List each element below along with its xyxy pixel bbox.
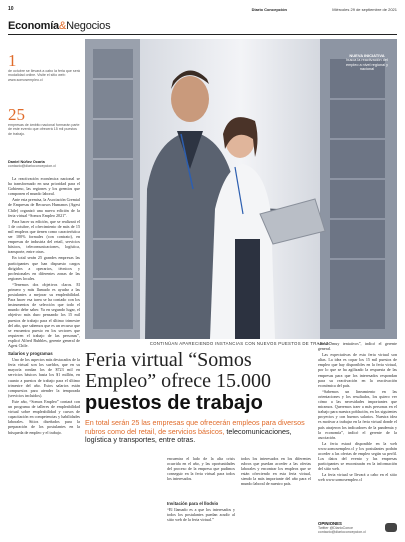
paper-info: Diario Concepción	[251, 7, 287, 12]
paragraph: La reactivación económica nacional se ha transformado en una prioridad para el Gobierno, las regiones y los gremios que componen el mundo laboral.	[8, 176, 80, 197]
section-title	[8, 20, 110, 32]
article-column-c: todos los interesados en los diferentes rubros que puedan acceder a las ofertas laborales y encontrar los empleos que se están ofreciendo en esta feria virtual, siendo la más importante del año para el mundo laboral de nuestro país.	[241, 456, 311, 487]
headline	[85, 350, 310, 414]
paragraph: Las expectativas de esta feria virtual son altas. La idea es copar los 15 mil puestos de empleo que hay disponibles en la feria virtual, por lo que se ha agilizado la respuesta de las empresas para que los interesados respondan para su reactivación en la reactivación económica del país.	[318, 352, 397, 388]
headline-line-1: Feria virtual “Somos	[85, 349, 252, 371]
page-number: 10	[8, 6, 14, 12]
section-ampersand: &	[58, 20, 67, 32]
paragraph: En total serán 25 grandes empresas las participantes que han dispuesto cargos dirigidos a operarios, técnicos y profesionales en diferentes zonas de las regiones locales.	[8, 255, 80, 281]
opinion-box	[318, 521, 397, 538]
section-name-a: Economía	[8, 20, 59, 32]
paragraph: La feria estará disponible en la web www.somosempleo.cl y los postulantes podrán acceder a las ofertas de empleo según su perfil. Los datos del evento y las empresas participantes se encontrarán en la información del sitio web.	[318, 440, 397, 472]
section-name-b: Negocios	[66, 20, 111, 32]
stat-text-1: de octubre se llevará a cabo la feria que será modalidad online. Visite el sitio web: www.somosempleo.cl	[8, 69, 80, 82]
byline	[8, 160, 80, 168]
stat-block-1	[8, 52, 80, 82]
headline-line-2: Empleo” ofrece 15.000	[85, 370, 272, 392]
paragraph: Ante esta premisa, la Asociación Gremial de Empresas de Recursos Humanos (Agest Chile) organizó una nueva edición de la feria virtual “Somos Empleo 2021”.	[8, 197, 80, 218]
paragraph: “Tenemos dos objetivos claros. El primero y más llamado es ayudar a las postulantes a mejorar su empleabilidad. Para hacer esa tarea se ha contado con los instrumentos de selección que todo el mundo debe saber. Ya en segundo lugar, el objetivo más duro pensando los 15 mil puestos de trabajo para el último trimestre del año, que sabemos que es un recurso que se encuentra puesto en los sectores que requieren el trabajo de las personas”, explicó Alfred Bubbles, gerente general de Agest Chile.	[8, 281, 80, 348]
page-header	[8, 6, 397, 20]
photo-servers-people	[85, 39, 397, 339]
stat-number-1: 1	[8, 51, 17, 70]
byline-name: Daniel Núñez Ocaria	[8, 160, 45, 164]
paragraph: Este año, “Somos Empleo” contará con un programa de talleres de empleabilidad virtual sobre empleabilidad y cursos de capacitación en competencias y habilidades laborales. Sitios diseñados para la preparación de los postulantes en la búsqueda de empleo y el trabajo.	[8, 398, 80, 435]
issue-date: Miércoles 29 de septiembre de 2021	[332, 7, 397, 12]
article-column-b	[167, 498, 235, 540]
headline-line-3: puestos de trabajo	[85, 392, 263, 414]
paragraph: Uno de los aspectos más destacados de la feria virtual son los sueldos, que en su mayoría rondan los de $723 mil en servicios básicos hasta los $1 millón, en cuanto a puestos de trabajo para el último trimestre del año. Estos salarios están compuestos para atender la temporada (servicios incluidos).	[8, 357, 80, 398]
article-column-right	[318, 341, 397, 519]
subheading-salaries: Salarios y programas	[8, 351, 53, 357]
speech-bubble-icon	[385, 523, 397, 532]
article-column-a: encuentra el lado de la alta crisis ocurrida en el año, y las oportunidades del proceso de la empresa que pudimos conseguir en la feria virtual para todos los interesados.	[167, 456, 235, 482]
badge-text: busca la reactivación del empleo a nivel regional y nacional	[345, 58, 388, 71]
paragraph: “El llamado es a que los interesados y todos los postulantes puedan acudir al sitio web de la feria virtual.”	[167, 507, 235, 523]
badge-title: NUEVA INICIATIVA	[349, 53, 385, 58]
stat-block-2	[8, 106, 80, 136]
lead-paragraph	[85, 419, 317, 445]
article-column-1	[8, 176, 80, 538]
subheading-invitation: Invitación para el llodvio	[167, 501, 219, 506]
lead-dark: telecomunicaciones, logística y transportes, entre otras.	[85, 426, 292, 445]
opinion-label: OPINIONES	[318, 521, 342, 526]
paragraph: Para hacer su edición, que se realizará el 1 de octubre, el ofrecimiento de más de 15 mil empleos que tienen como característica ser 100% formales (con contrato), en empresas de industria del retail, servicios básicos, telecomunicaciones, logística, transporte, entre otras.	[8, 218, 80, 255]
byline-email: contacto@diarioconcepcion.cl	[8, 164, 56, 168]
stat-number-2: 25	[8, 105, 25, 124]
photo-badge	[343, 53, 391, 72]
paragraph: “Sabemos un lineamiento en las orientaciones y los resultados, los quiero ver cómo a las necesidades importantes que miramos. Queremos traer a más personas en el trabajo para nuestra población, en los siguientes proyectos y con buenos salarios. Nuestra idea es motivar a trabajar en la feria virtual donde el país atrajeron los indicadores de la pandemia y la economía”, indicó el gerente de la asociación.	[318, 388, 397, 440]
photo-caption: CONTINÚAN APARECIENDO INSTANCIAS CON NUEVOS PUESTOS DE TRABAJO	[149, 341, 333, 346]
lead-orange: En total serán 25 las empresas que ofrecerán empleos para diversos rubros como del retail, de servicios básicos,	[85, 418, 305, 436]
paragraph: siendo muy tentativos”, indicó el gerente general.	[318, 341, 397, 352]
header-rule	[8, 34, 397, 35]
opinion-text: Twitter @DiarioConce contacto@diarioconcepcion.cl	[318, 526, 366, 535]
stat-text-2: empresas de ámbito nacional formarán parte de este evento que ofrecerá 15 mil puestos de trabajo.	[8, 123, 80, 136]
paragraph: La feria virtual se llevará a cabo en el sitio web www.somosempleo.cl	[318, 472, 397, 483]
article-photo	[85, 39, 397, 339]
